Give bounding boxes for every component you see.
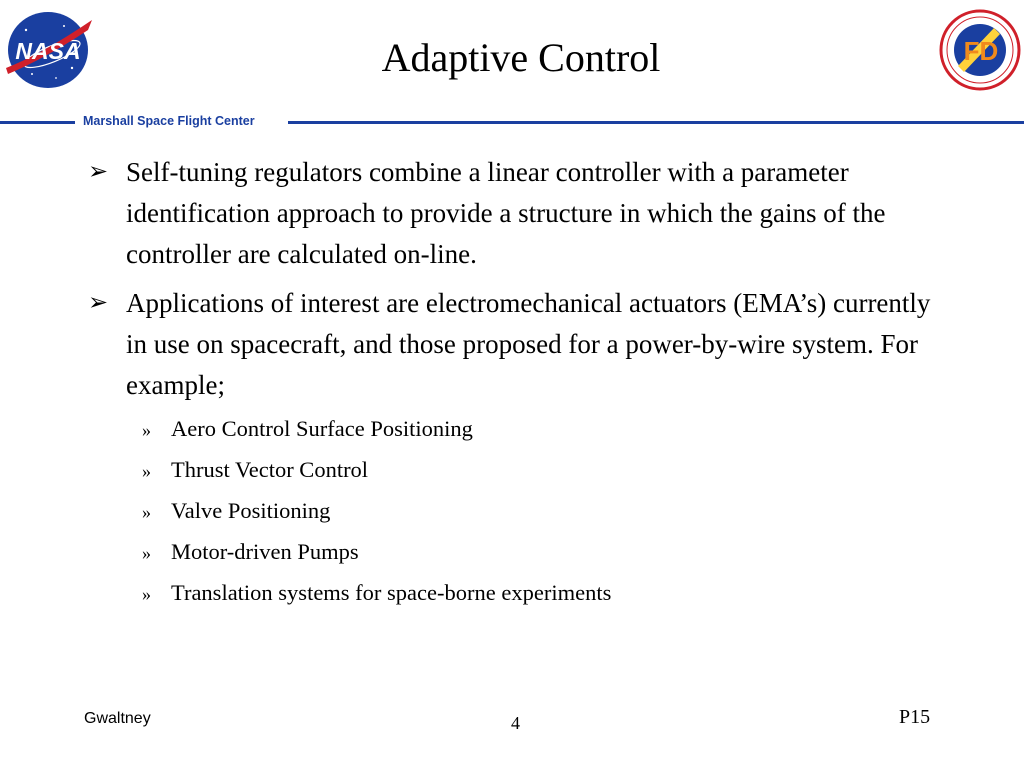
sub-bullet-item — [142, 496, 330, 527]
header-rule-right — [288, 121, 1024, 124]
bullet-item — [88, 283, 958, 406]
header-rule-left — [0, 121, 75, 124]
sub-bullet-text: Thrust Vector Control — [171, 457, 369, 482]
sub-bullet-text: Motor-driven Pumps — [171, 539, 359, 564]
chevron-bullet-icon: » — [142, 543, 151, 563]
arrow-bullet-icon: ➢ — [88, 159, 109, 185]
sub-bullet-item — [142, 414, 473, 445]
chevron-bullet-icon: » — [142, 584, 151, 604]
chevron-bullet-icon: » — [142, 420, 151, 440]
fd-logo-text: FD — [963, 36, 999, 66]
chevron-bullet-icon: » — [142, 502, 151, 522]
bullet-text: Self-tuning regulators combine a linear controller with a parameter identification approach to provide a structure in which the gains of the controller are calculated on-line. — [126, 157, 886, 269]
bullet-text: Applications of interest are electromechanical actuators (EMA’s) currently in use on spacecraft, and those proposed for a power-by-wire system. For example; — [126, 288, 931, 400]
sub-bullet-text: Translation systems for space-borne experiments — [171, 580, 612, 605]
sub-bullet-text: Valve Positioning — [171, 498, 331, 523]
sub-bullet-text: Aero Control Surface Positioning — [171, 416, 473, 441]
footer-page-number: 4 — [511, 713, 520, 733]
center-name: Marshall Space Flight Center — [83, 114, 255, 128]
sub-bullet-item — [142, 455, 368, 486]
sub-bullet-item — [142, 578, 611, 609]
fd-directorate-seal — [938, 8, 1022, 92]
page-title: Adaptive Control — [381, 35, 661, 80]
nasa-logo-text: NASA — [15, 38, 81, 64]
arrow-bullet-icon: ➢ — [88, 290, 109, 316]
header-rule — [0, 114, 1024, 130]
footer-page-code: P15 — [899, 706, 931, 728]
bullet-item — [88, 152, 958, 275]
chevron-bullet-icon: » — [142, 461, 151, 481]
sub-bullet-item — [142, 537, 359, 568]
footer-author: Gwaltney — [84, 710, 151, 727]
